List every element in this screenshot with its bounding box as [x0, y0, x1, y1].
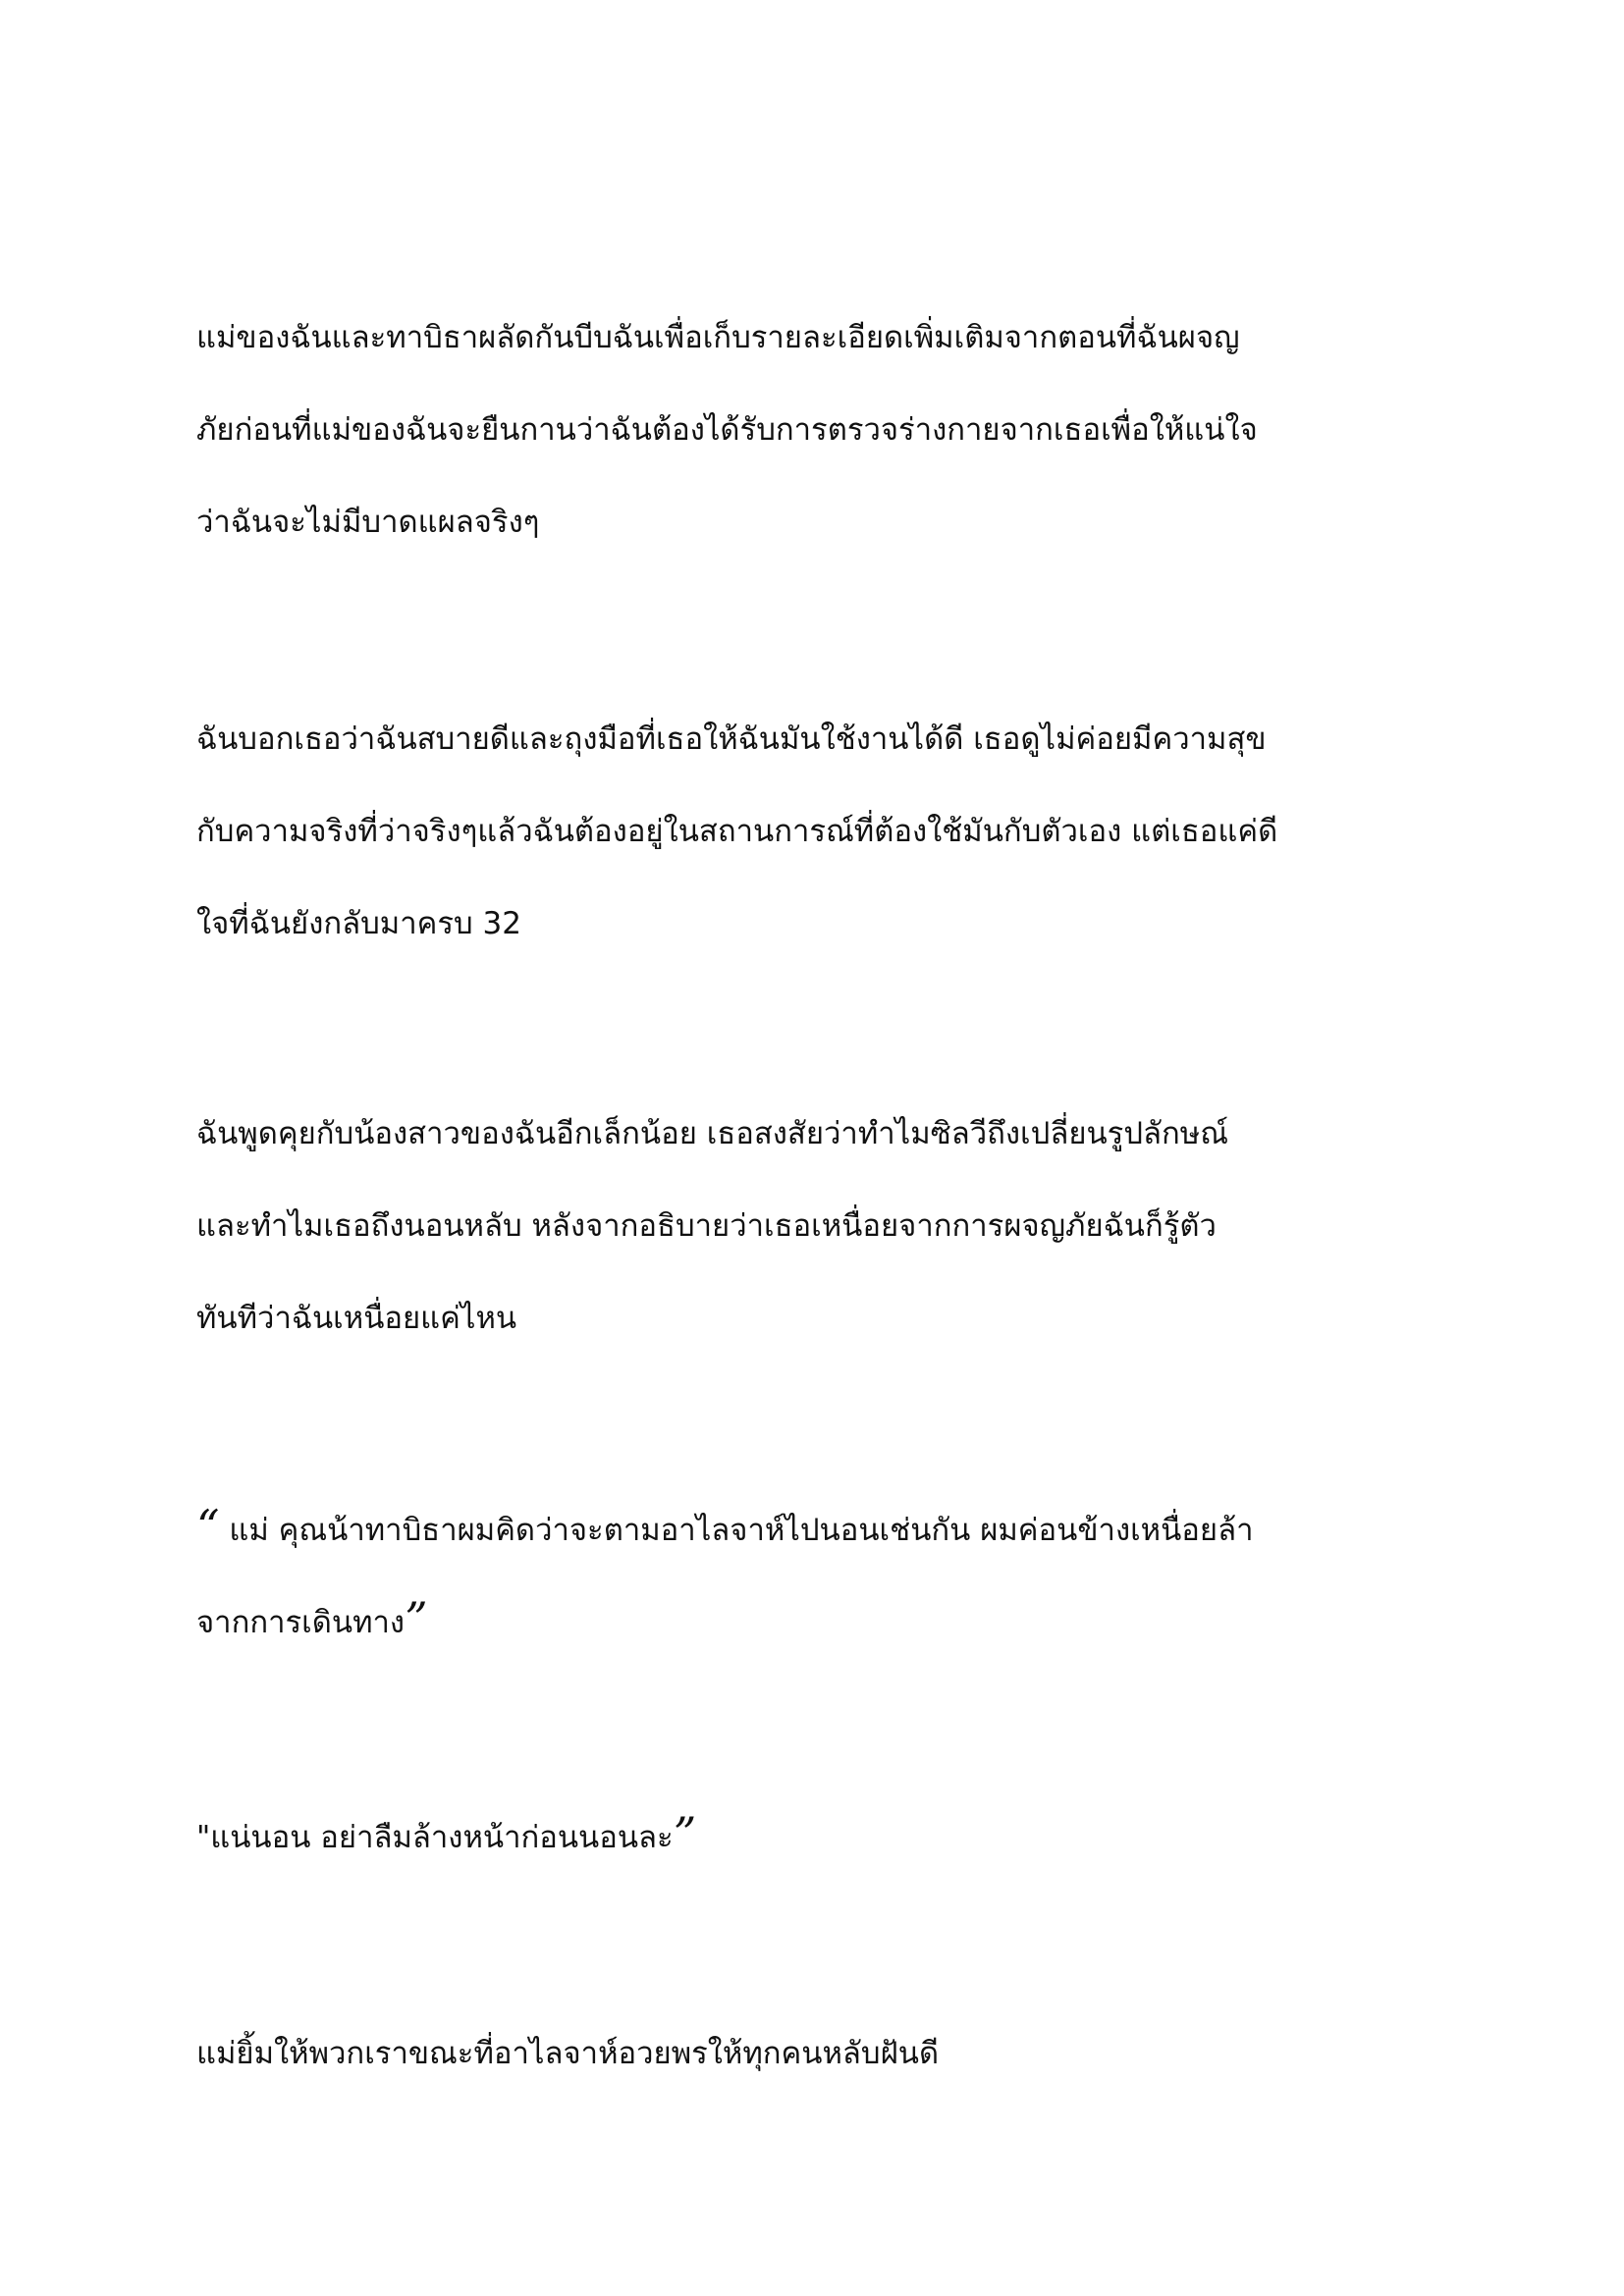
close-quote-mark: ”: [405, 1592, 428, 1645]
text-line: ว่าฉันจะไม่มีบาดแผลจริงๆ: [196, 505, 540, 540]
dialogue-text: แม่ คุณน้าทาบิธาผมคิดว่าจะตามอาไลจาห์ไปนอนเช่นกัน ผมค่อนข้างเหนื่อยล้า: [219, 1513, 1254, 1548]
close-quote-mark: ”: [673, 1807, 697, 1860]
text-line: ฉันพูดคุยกับน้องสาวของฉันอีกเล็กน้อย เธอสงสัยว่าทำไมซิลวีถึงเปลี่ยนรูปลักษณ์: [196, 1116, 1228, 1151]
text-line: แม่ของฉันและทาบิธาผลัดกันบีบฉันเพื่อเก็บรายละเอียดเพิ่มเติมจากตอนที่ฉันผจญ: [196, 320, 1240, 355]
text-line: ภัยก่อนที่แม่ของฉันจะยืนกานว่าฉันต้องได้รับการตรวจร่างกายจากเธอเพื่อให้แน่ใจ: [196, 412, 1258, 448]
dialogue-text: จากการเดินทาง: [196, 1605, 406, 1640]
text-line: [196, 1576, 1453, 1669]
text-line: ใจที่ฉันยังกลับมาครบ 32: [196, 906, 521, 941]
text-line: แม่ยิ้มให้พวกเราขณะที่อาไลจาห์อวยพรให้ทุกคนหลับฝันดี: [196, 2036, 940, 2071]
text-line: และทำไมเธอถึงนอนหลับ หลังจากอธิบายว่าเธอเหนื่อยจากการผจญภัยฉันก็รู้ตัว: [196, 1208, 1217, 1244]
text-line: [196, 1791, 1453, 1884]
paragraph-dialogue-going-to-sleep: [196, 1484, 1453, 1669]
text-line: [196, 1484, 1453, 1576]
text-line: ทันทีว่าฉันเหนื่อยแค่ไหน: [196, 1301, 517, 1336]
text-line: กับความจริงที่ว่าจริงๆแล้วฉันต้องอยู่ในสถานการณ์ที่ต้องใช้มันกับตัวเอง แต่เธอแค่ดี: [196, 814, 1278, 849]
paragraph-parents-checkup: [196, 292, 1453, 568]
paragraph-gloves: [196, 693, 1453, 970]
paragraph-sister: [196, 1088, 1453, 1364]
open-quote-mark: “: [196, 1500, 220, 1553]
paragraph-good-night: [196, 2007, 1453, 2100]
paragraph-dialogue-wash-face: [196, 1791, 1453, 1884]
dialogue-text: "แน่นอน อย่าลืมล้างหน้าก่อนนอนละ: [196, 1820, 674, 1855]
text-line: ฉันบอกเธอว่าฉันสบายดีและถุงมือที่เธอให้ฉันมันใช้งานได้ดี เธอดูไม่ค่อยมีความสุข: [196, 721, 1267, 757]
